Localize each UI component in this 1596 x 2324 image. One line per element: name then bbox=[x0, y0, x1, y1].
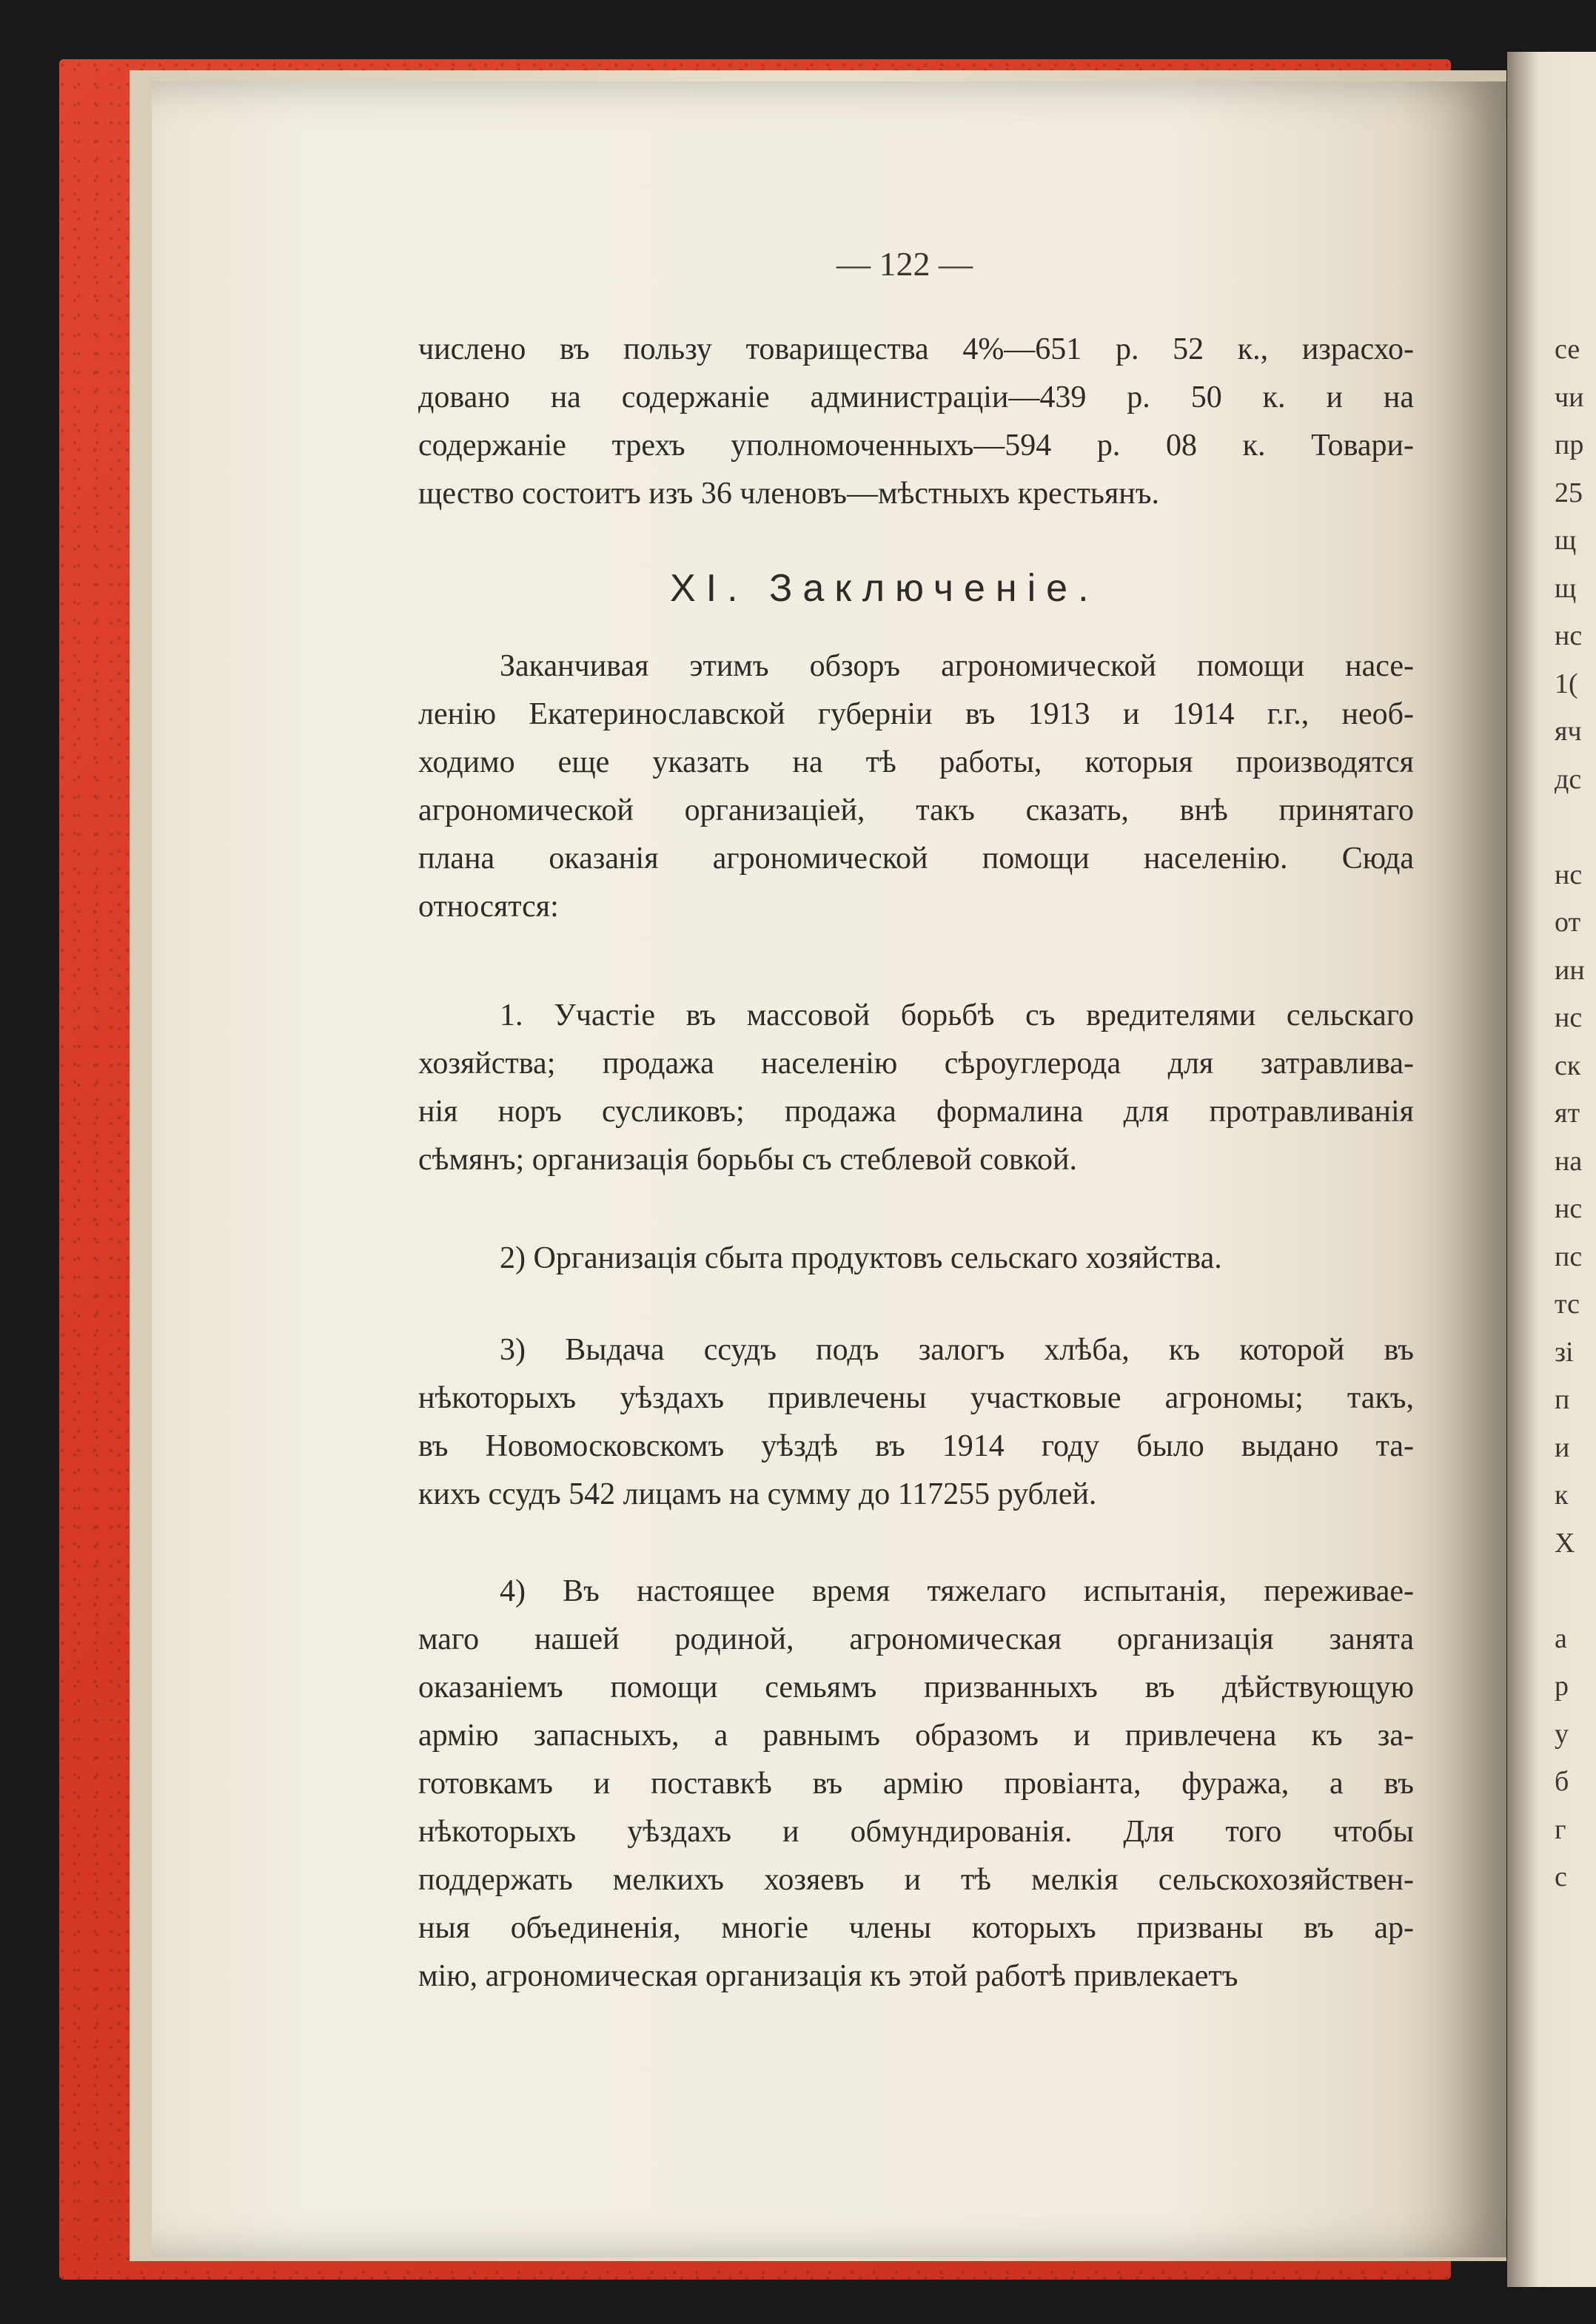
text-line: содержаніе трехъ уполномоченныхъ—594 р. 08 к. Товари- bbox=[418, 429, 1414, 463]
section-heading: XI. Заключеніе. bbox=[670, 567, 1099, 610]
text-line: армію запасныхъ, а равнымъ образомъ и привлечена къ за- bbox=[418, 1719, 1414, 1753]
text-line: относятся: bbox=[418, 890, 559, 924]
text-line: нѣкоторыхъ уѣздахъ привлечены участковые агрономы; такъ, bbox=[418, 1381, 1414, 1415]
text-line: хозяйства; продажа населенію сѣроуглерода для затравлива- bbox=[418, 1047, 1414, 1081]
text-line: мію, агрономическая организація къ этой работѣ привлекаетъ bbox=[418, 1959, 1238, 1993]
text-line: Заканчивая этимъ обзоръ агрономической помощи насе- bbox=[500, 649, 1414, 683]
intro-paragraph bbox=[418, 642, 1414, 931]
text-line: ныя объединенія, многіе члены которыхъ призваны въ ар- bbox=[418, 1911, 1414, 1945]
text-line: оказаніемъ помощи семьямъ призванныхъ въ дѣйствующую bbox=[418, 1670, 1414, 1705]
text-line: нія норъ сусликовъ; продажа формалина для протравливанія bbox=[418, 1095, 1414, 1129]
page-number: — 122 — bbox=[836, 245, 973, 283]
text-line: довано на содержаніе администраціи—439 р. 50 к. и на bbox=[418, 380, 1414, 414]
text-line: поддержать мелкихъ хозяевъ и тѣ мелкія сельскохозяйствен- bbox=[418, 1863, 1414, 1897]
text-line: 2) Организація сбыта продуктовъ сельскаго хозяйства. bbox=[500, 1241, 1222, 1275]
text-line: 1. Участіе въ массовой борьбѣ съ вредителями сельскаго bbox=[500, 998, 1414, 1032]
item-2-paragraph bbox=[418, 1235, 1414, 1283]
next-page-fragments: се чи пр 25 щ щ нс 1( яч дс нс от ин нс ск ят на нс пс тс зі п и к X а р у б г с bbox=[1555, 334, 1585, 1893]
text-line: ходимо еще указать на тѣ работы, которыя производятся bbox=[418, 745, 1414, 779]
text-line: въ Новомосковскомъ уѣздѣ въ 1914 году было выдано та- bbox=[418, 1429, 1414, 1463]
text-line: сѣмянъ; организація борьбы съ стеблевой совкой. bbox=[418, 1143, 1077, 1177]
item-3-paragraph bbox=[418, 1326, 1414, 1519]
item-4-paragraph bbox=[418, 1568, 1414, 2001]
text-line: щество состоитъ изъ 36 членовъ—мѣстныхъ крестьянъ. bbox=[418, 477, 1159, 511]
text-line: 4) Въ настоящее время тяжелаго испытанія, переживае- bbox=[500, 1574, 1414, 1608]
text-line: кихъ ссудъ 542 лицамъ на сумму до 117255 рублей. bbox=[418, 1477, 1097, 1511]
text-line: числено въ пользу товарищества 4%—651 р. 52 к., израсхо- bbox=[418, 332, 1414, 366]
top-paragraph bbox=[418, 326, 1414, 518]
text-line: 3) Выдача ссудъ подъ залогъ хлѣба, къ которой въ bbox=[500, 1333, 1414, 1367]
text-line: плана оказанія агрономической помощи населенію. Сюда bbox=[418, 842, 1414, 876]
text-line: маго нашей родиной, агрономическая организація занята bbox=[418, 1622, 1414, 1656]
item-1-paragraph bbox=[418, 992, 1414, 1184]
text-line: нѣкоторыхъ уѣздахъ и обмундированія. Для того чтобы bbox=[418, 1815, 1414, 1849]
text-line: агрономической организаціей, такъ сказать, внѣ принятаго bbox=[418, 793, 1414, 827]
text-line: ленію Екатеринославской губерніи въ 1913 и 1914 г.г., необ- bbox=[418, 697, 1414, 731]
text-line: готовкамъ и поставкѣ въ армію провіанта, фуража, а въ bbox=[418, 1767, 1414, 1801]
